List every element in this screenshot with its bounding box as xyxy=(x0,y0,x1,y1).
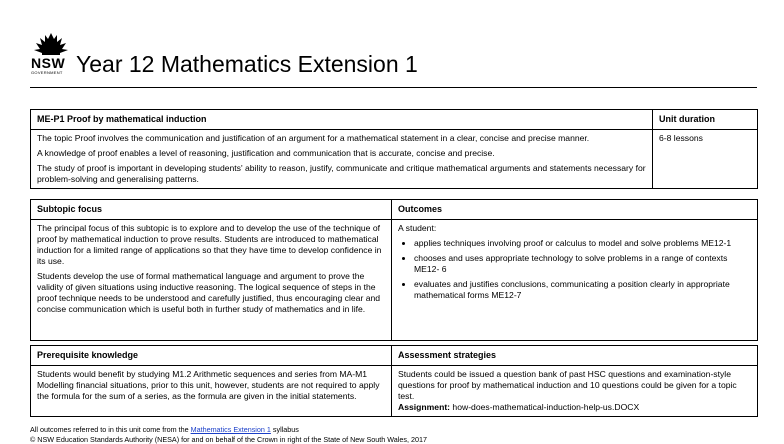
syllabus-link[interactable]: Mathematics Extension 1 xyxy=(190,425,271,434)
waratah-icon xyxy=(30,32,72,56)
unit-overview-table xyxy=(30,109,758,189)
topic-paragraph: A knowledge of proof enables a level of reasoning, justification and communication that is accurate, concise and precise. xyxy=(37,148,495,158)
outcomes-heading: Outcomes xyxy=(392,200,758,220)
unit-duration-value: 6-8 lessons xyxy=(653,130,758,189)
assessment-text: Students could be issued a question bank of past HSC questions and examination-style questions for proof by mathematical induction and 10 questions could be given for a topic test. xyxy=(398,369,737,401)
outcome-item: • evaluates and justifies conclusions, communicating a position clearly in appropriate mathematical forms ME12-7 xyxy=(414,279,751,301)
outcome-item: • chooses and uses appropriate technology to solve problems in a range of contexts ME12- 6 xyxy=(414,253,751,275)
assignment-label: Assignment: xyxy=(398,402,451,412)
logo-nsw-text: NSW xyxy=(31,55,66,71)
page-title: Year 12 Mathematics Extension 1 xyxy=(76,51,418,77)
topic-heading: ME-P1 Proof by mathematical induction xyxy=(31,110,653,130)
topic-paragraph: The topic Proof involves the communication and justification of an argument for a mathematical statement in a clear, concise and precise manner. xyxy=(37,133,590,143)
assessment-cell xyxy=(392,366,758,417)
subtopic-focus-text xyxy=(31,220,392,341)
assessment-heading: Assessment strategies xyxy=(392,346,758,366)
prerequisite-assessment-table xyxy=(30,345,758,417)
prerequisite-text: Students would benefit by studying M1.2 Arithmetic sequences and series from MA-M1 Modelling financial situations, prior to this unit, however, students are not required to apply the formula for the sum of a series, as the formula are given in the initial statements. xyxy=(31,366,392,417)
topic-paragraph: The study of proof is important in developing students' ability to reason, justify, communicate and critique mathematical arguments and statements necessary for problem-solving and generalising patterns. xyxy=(37,163,646,184)
footer-prefix: All outcomes referred to in this unit come from the xyxy=(30,425,191,434)
outcomes-list xyxy=(398,238,751,301)
outcome-item: • applies techniques involving proof or calculus to model and solve problems ME12-1 xyxy=(414,238,751,249)
footer-copyright: © NSW Education Standards Authority (NESA) for and on behalf of the Crown in right of the State of New South Wales, 2017 xyxy=(30,435,427,444)
topic-description xyxy=(31,130,653,189)
prerequisite-heading: Prerequisite knowledge xyxy=(31,346,392,366)
subtopic-outcomes-table xyxy=(30,199,758,341)
unit-duration-heading: Unit duration xyxy=(653,110,758,130)
header-divider xyxy=(30,87,757,88)
focus-paragraph: The principal focus of this subtopic is to explore and to develop the use of the technique of proof by mathematical induction to prove results. Students are introduced to mathematical induction for a limited range of applications so that they have time to develop confidence in its use. xyxy=(37,223,382,266)
assignment-file: how-does-mathematical-induction-help-us.DOCX xyxy=(450,402,640,412)
footer-suffix: syllabus xyxy=(270,425,299,434)
outcomes-intro: A student: xyxy=(398,223,437,233)
focus-paragraph: Students develop the use of formal mathematical language and argument to prove the validity of given situations using inductive reasoning. The logical sequence of steps in the proof technique needs to be understood and carefully justified, thus encouraging clear and concise communication which is useful both in further study of mathematics and in life. xyxy=(37,271,381,314)
subtopic-focus-heading: Subtopic focus xyxy=(31,200,392,220)
outcomes-cell xyxy=(392,220,758,341)
footer-syllabus-note xyxy=(30,425,299,434)
logo-government-text: GOVERNMENT xyxy=(31,70,63,75)
